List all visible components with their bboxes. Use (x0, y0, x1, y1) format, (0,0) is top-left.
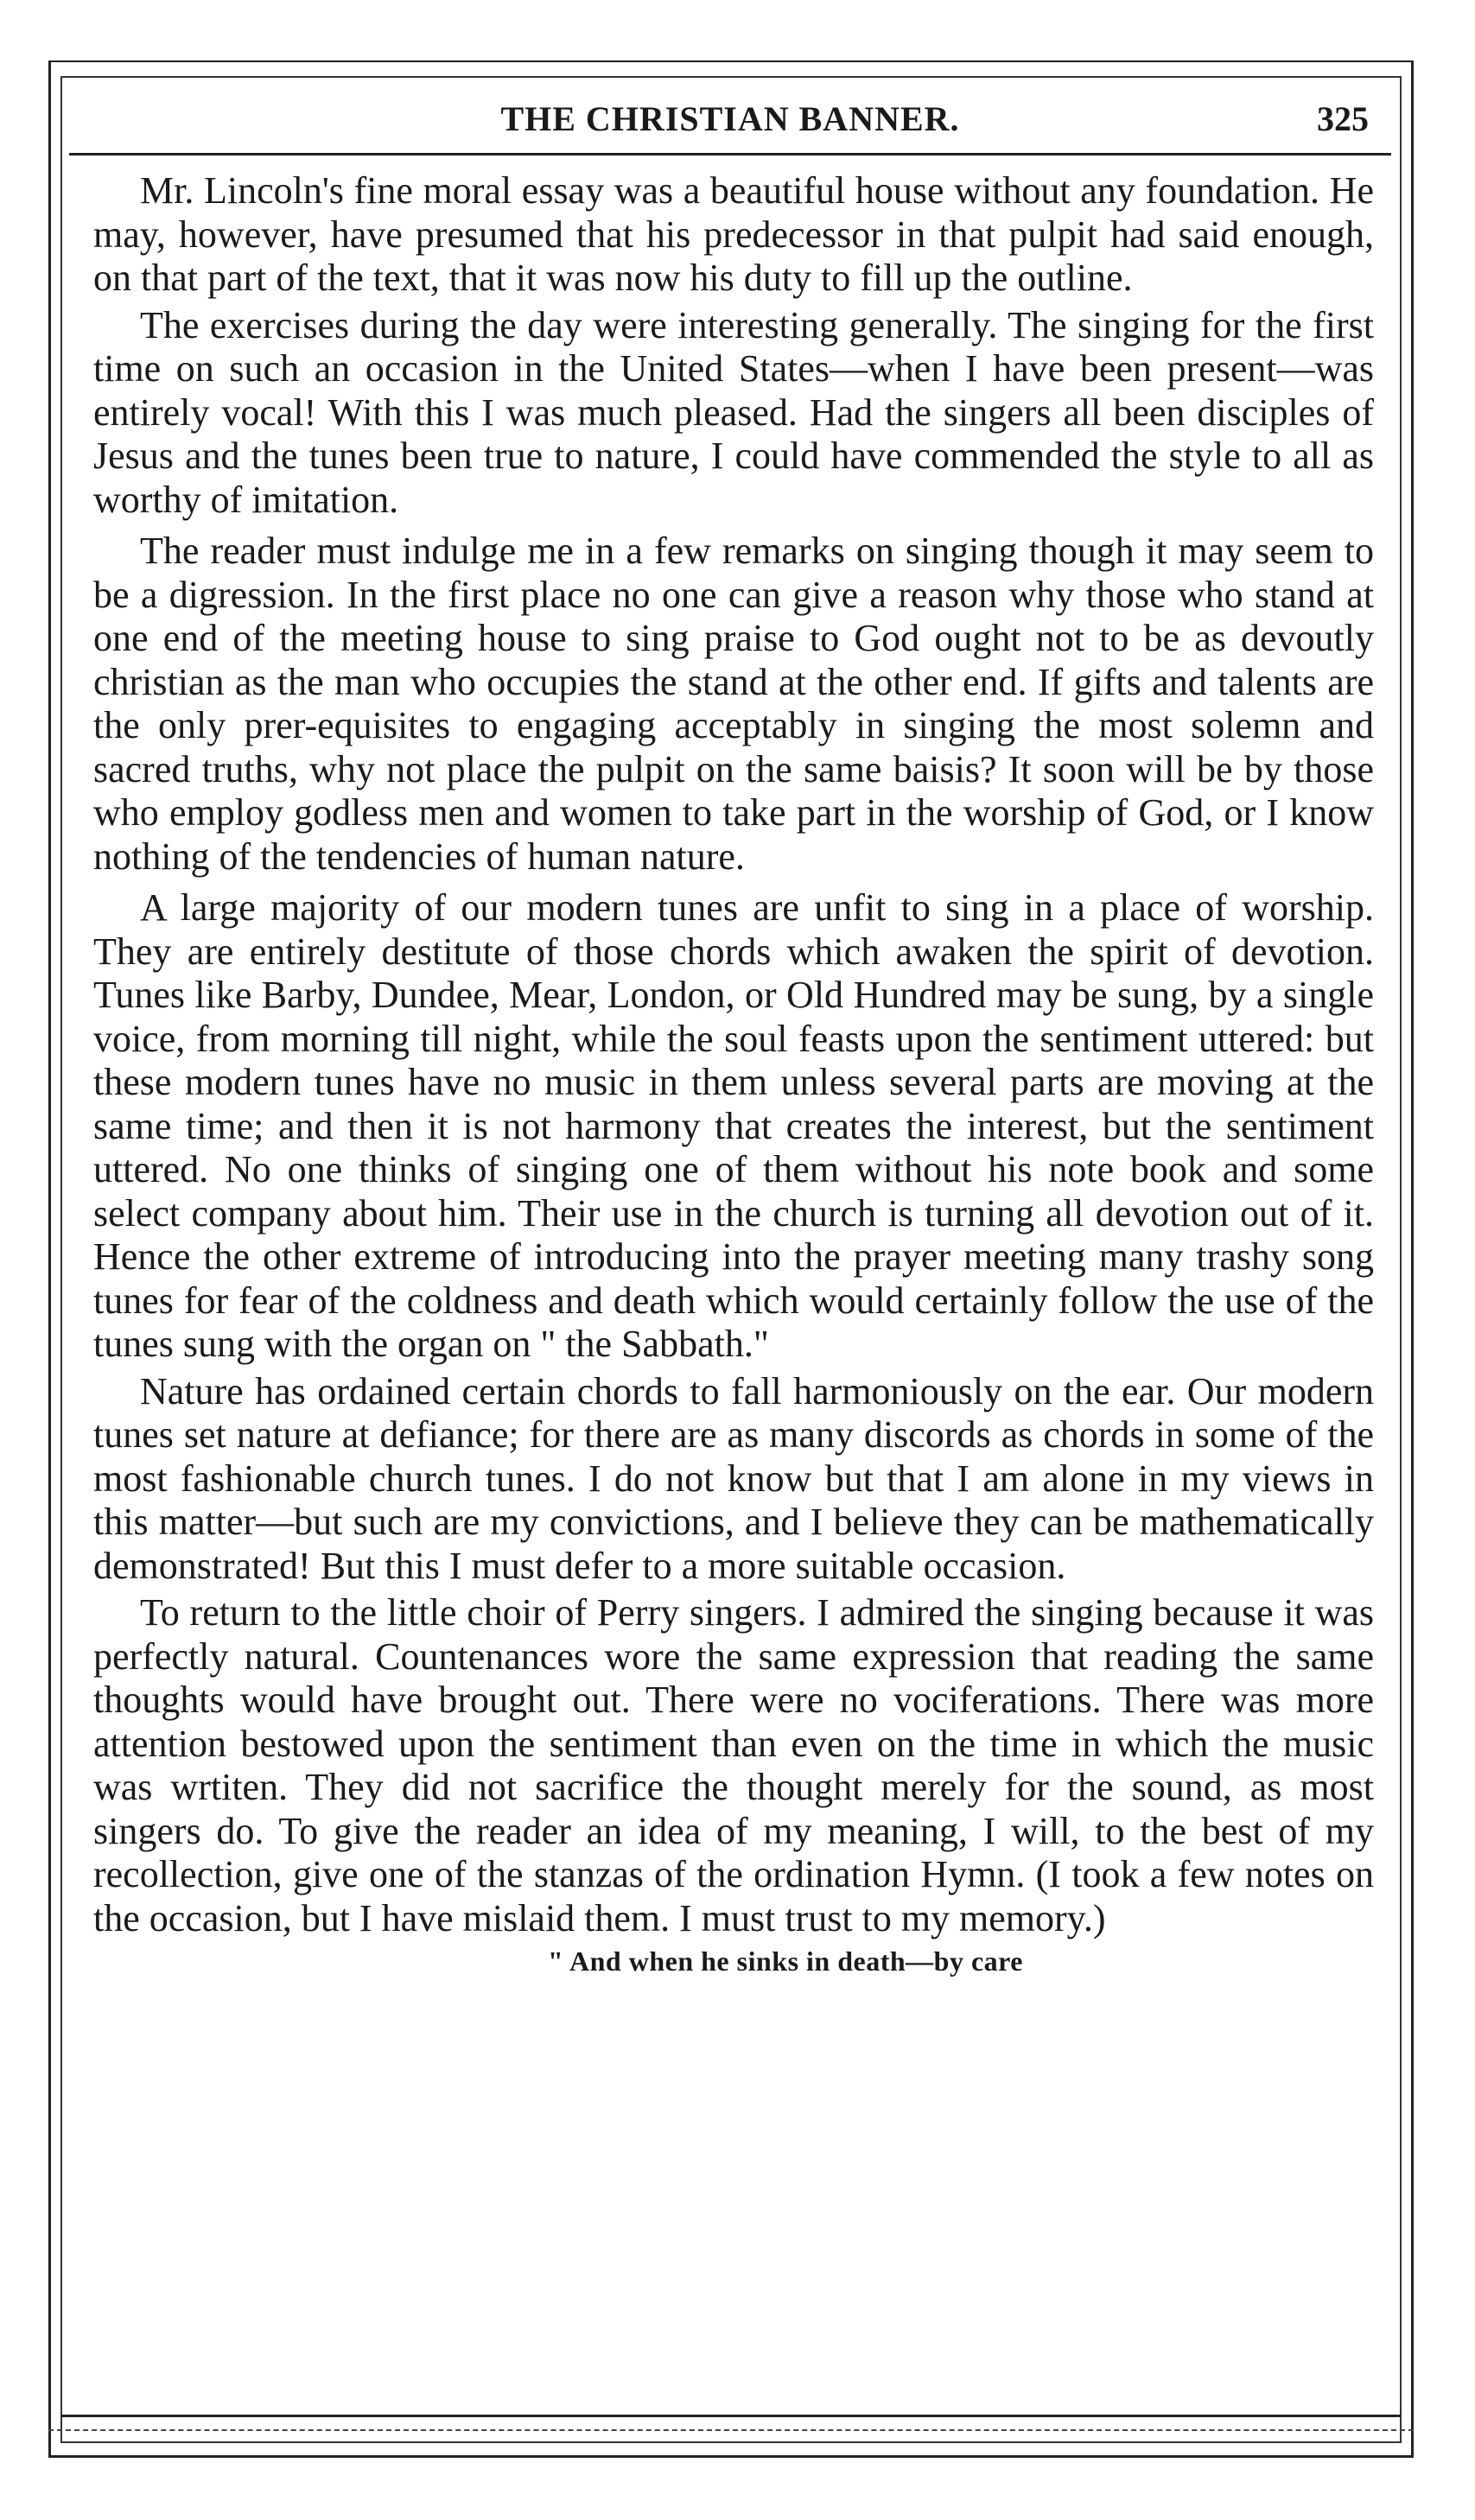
paragraph-2: The exercises during the day were interesting generally. The singing for the first time on such an occasion in the United States—when I have been present—was entirely vocal! With this I was much pleased. Had the singers all been disciples of Jesus and the tunes been true to nature, I could have commended the style to all as worthy of imitation. (93, 303, 1374, 521)
bottom-rule (60, 2415, 1402, 2417)
paragraph-3: The reader must indulge me in a few remarks on singing though it may seem to be a digression. In the first place no one can give a reason why those who stand at one end of the meeting house to sing praise to God ought not to be as devoutly christian as the man who occupies the stand at the other end. If gifts and talents are the only prer-equisites to engaging acceptably in singing the most solemn and sacred truths, why not place the pulpit on the same baisis? It soon will be by those who employ godless men and women to take part in the worship of God, or I know nothing of the tendencies of human nature. (93, 530, 1374, 878)
bottom-dashed-rule (48, 2429, 1414, 2431)
hymn-verse-line: " And when he sinks in death—by care (548, 1946, 1023, 1977)
running-header (69, 93, 1391, 156)
article-body (93, 169, 1374, 1978)
paragraph-6: To return to the little choir of Perry singers. I admired the singing because it was perfectly natural. Countenances wore the same expression that reading the same thoughts would have brought out. There were no vociferations. There was more attention bestowed upon the sentiment than even on the time in which the music was wrtiten. They did not sacrifice the thought merely for the sound, as most singers do. To give the reader an idea of my meaning, I will, to the best of my recollection, give one of the stanzas of the ordination Hymn. (I took a few notes on the occasion, but I have mislaid them. I must trust to my memory.) (93, 1591, 1374, 1939)
paragraph-5: Nature has ordained certain chords to fall harmoniously on the ear. Our modern tunes set nature at defiance; for there are as many discords as chords in some of the most fashionable church tunes. I do not know but that I am alone in my views in this matter—but such are my convictions, and I believe they can be mathematically demonstrated! But this I must defer to a more suitable occasion. (93, 1369, 1374, 1587)
page-title: THE CHRISTIAN BANNER. (500, 99, 960, 138)
paragraph-4: A large majority of our modern tunes are unfit to sing in a place of worship. They are entirely destitute of those chords which awaken the spirit of devotion. Tunes like Barby, Dundee, Mear, London, or Old Hundred may be sung, by a single voice, from morning till night, while the soul feasts upon the sentiment uttered: but these modern tunes have no music in them unless several parts are moving at the same time; and then it is not harmony that creates the interest, but the sentiment uttered. No one thinks of singing one of them without his note book and some select company about him. Their use in the church is turning all devotion out of it. Hence the other extreme of introducing into the prayer meeting many trashy song tunes for fear of the coldness and death which would certainly follow the use of the tunes sung with the organ on " the Sabbath." (93, 886, 1374, 1365)
page-number: 325 (1317, 99, 1369, 138)
paragraph-1: Mr. Lincoln's fine moral essay was a beautiful house without any foundation. He may, however, have presumed that his predecessor in that pulpit had said enough, on that part of the text, that it was now his duty to fill up the outline. (93, 169, 1374, 299)
